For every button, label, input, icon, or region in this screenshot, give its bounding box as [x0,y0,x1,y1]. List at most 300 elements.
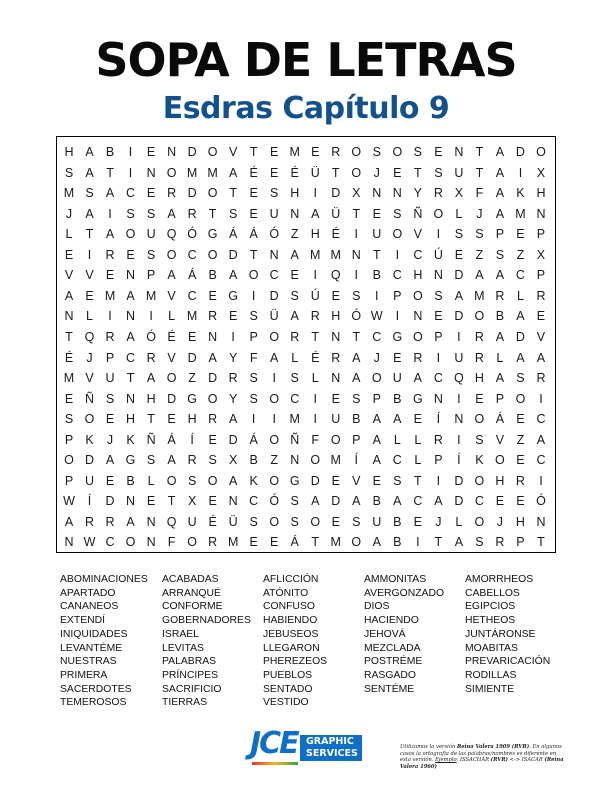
grid-row [57,245,555,266]
grid-letter: S [249,391,258,406]
grid-letter: A [516,350,525,365]
grid-row [57,163,555,184]
grid-letter: N [331,371,341,386]
grid-letter: O [207,473,218,488]
grid-letter: S [64,412,74,427]
word-list-item: ISRAEL [162,628,199,640]
word-list-item: SIMIENTE [465,683,515,695]
grid-letter: S [495,247,505,262]
grid-letter: I [272,412,276,427]
grid-letter: O [125,227,136,242]
grid-letter: B [249,453,258,468]
version-note [400,744,568,770]
grid-letter: N [454,145,464,159]
grid-letter: C [269,268,279,283]
grid-letter: S [85,186,94,201]
grid-letter: I [354,268,358,283]
grid-letter: S [249,514,258,529]
grid-letter: T [311,535,320,550]
grid-letter: H [474,371,484,386]
grid-letter: I [436,473,441,488]
grid-letter: P [516,535,525,550]
grid-letter: R [228,371,238,386]
grid-letter: R [536,288,546,303]
grid-letter: S [290,494,299,509]
word-list-item: CABELLOS [465,587,520,599]
grid-row [57,348,555,369]
grid-letter: E [228,309,238,324]
grid-letter: E [413,514,422,529]
grid-letter: B [105,145,115,159]
grid-letter: E [208,432,217,447]
grid-letter: B [208,268,217,283]
grid-letter: Q [166,227,177,242]
grid-letter: A [146,371,156,386]
grid-letter: C [515,268,525,283]
grid-letter: T [249,247,258,262]
logo-line-2: SERVICES [306,748,358,759]
grid-letter: G [125,453,136,468]
grid-letter: O [412,288,423,303]
grid-letter: R [331,350,341,365]
grid-letter: I [457,432,461,447]
grid-letter: P [495,391,505,406]
grid-letter: P [434,329,443,344]
grid-letter: D [331,494,341,509]
grid-letter: N [126,494,136,509]
grid-letter: N [454,412,464,427]
grid-letter: O [269,473,280,488]
grid-letter: D [454,309,464,324]
grid-letter: P [64,432,74,447]
grid-letter: A [352,494,361,509]
grid-letter: Ó [351,309,362,324]
word-list-item: HETHEOS [465,615,516,627]
grid-letter: A [495,371,505,386]
grid-letter: E [126,247,135,262]
grid-letter: T [414,473,422,488]
grid-letter: A [126,288,135,303]
grid-letter: N [146,535,156,550]
grid-letter: É [167,329,176,344]
grid-letter: A [270,350,279,365]
grid-letter: F [249,350,258,365]
grid-letter: S [208,453,217,468]
grid-letter: F [475,186,484,201]
grid-letter: I [539,473,543,488]
grid-letter: Á [495,412,505,427]
grid-letter: E [434,145,443,159]
grid-letter: I [313,391,317,406]
grid-letter: G [412,391,423,406]
word-list-item: AVERGONZADO [364,587,445,599]
grid-letter: T [311,329,320,344]
word-list-item: RASGADO [364,669,416,681]
note-text-5: <-> ISACAR [508,757,545,764]
grid-letter: A [64,288,74,303]
grid-letter: A [434,494,443,509]
grid-letter: Z [270,453,278,468]
word-list-item: CONFORME [162,601,223,613]
grid-letter: E [516,453,525,468]
grid-letter: M [289,412,300,427]
grid-letter: P [64,473,74,488]
grid-letter: O [310,453,321,468]
grid-letter: N [167,145,177,159]
grid-letter: C [536,453,546,468]
grid-letter: N [126,391,136,406]
grid-letter: T [85,227,94,242]
note-text-1: Utilizamos la versión [400,744,457,750]
grid-letter: H [126,412,136,427]
word-list-item: LLEGARON [263,642,320,654]
grid-letter: E [85,288,94,303]
grid-letter: B [393,514,402,529]
grid-letter: I [108,309,112,324]
grid-letter: G [228,288,239,303]
word-list-item: LEVANTÉME [60,642,123,654]
grid-letter: A [85,145,94,159]
grid-letter: G [187,391,197,406]
grid-letter: U [146,227,156,242]
word-column [364,573,444,696]
grid-letter: D [208,371,218,386]
word-list-item: ARRANQUÉ [162,587,221,599]
grid-letter: I [251,412,256,427]
grid-letter: L [414,432,422,447]
grid-letter: N [64,309,74,324]
grid-letter: I [272,371,276,386]
word-list-item: TEMEROSOS [60,697,127,709]
grid-letter: M [186,165,198,180]
grid-row [57,368,555,389]
word-list-item: AMORRHEOS [465,574,534,585]
grid-letter: D [228,247,238,262]
grid-letter: S [187,473,197,488]
grid-letter: C [249,494,259,509]
grid-letter: S [454,227,464,242]
page-subtitle: Esdras Capítulo 9 [162,91,450,126]
grid-row [57,471,555,492]
grid-letter: O [433,206,444,221]
grid-letter: S [146,206,156,221]
grid-letter: F [311,432,320,447]
word-list-item: CONFUSO [263,601,315,613]
grid-letter: I [313,268,317,283]
grid-letter: L [291,350,299,365]
grid-letter: K [126,432,135,447]
grid-letter: I [108,206,112,221]
grid-row [57,450,555,471]
grid-row [57,327,555,348]
grid-letter: I [313,412,317,427]
grid-letter: Q [166,514,177,529]
grid-letter: U [392,371,402,386]
grid-letter: S [352,288,361,303]
word-list-item: INIQUIDADES [60,628,128,640]
grid-letter: A [495,186,505,201]
word-list-item: TIERRAS [162,697,208,709]
word-list-item: VESTIDO [263,697,309,709]
word-list-item: PRIMERA [60,669,108,681]
grid-letter: S [290,288,299,303]
grid-letter: M [474,288,485,303]
grid-letter: S [475,535,484,550]
grid-letter: I [149,309,153,324]
grid-letter: R [208,412,218,427]
grid-letter: T [352,206,361,221]
grid-letter: X [536,247,546,262]
grid-letter: T [331,165,340,180]
grid-letter: M [330,453,341,468]
grid-letter: E [454,247,464,262]
grid-letter: Í [436,412,441,427]
grid-letter: E [495,494,505,509]
grid-letter: T [352,329,361,344]
word-list-item: DIOS [364,601,390,613]
word-list-item: ACABADAS [162,574,219,585]
grid-letter: E [311,145,320,159]
grid-letter: A [495,145,505,159]
grid-letter: K [249,473,258,488]
grid-letter: V [64,268,74,283]
grid-letter: T [475,165,484,180]
grid-letter: A [352,350,361,365]
grid-letter: I [436,350,441,365]
grid-letter: N [146,514,156,529]
grid-letter: S [516,371,525,386]
grid-letter: I [395,247,400,262]
grid-letter: O [166,473,177,488]
grid-letter: O [351,535,362,550]
grid-letter: R [290,329,300,344]
grid-letter: Z [516,432,525,447]
grid-letter: D [454,494,464,509]
grid-letter: Ú [310,288,320,303]
grid-letter: K [516,186,525,201]
grid-letter: C [413,247,423,262]
grid-letter: M [289,145,300,159]
grid-letter: R [187,453,197,468]
grid-letter: E [434,309,443,324]
word-list-item: JUNTÁRONSE [465,628,536,640]
grid-letter: M [145,288,157,303]
grid-letter: E [105,268,115,283]
grid-letter: P [249,329,258,344]
grid-letter: I [375,288,379,303]
grid-letter: E [393,165,402,180]
grid-letter: Z [188,371,196,386]
grid-letter: D [454,473,464,488]
grid-letter: E [516,227,525,242]
grid-letter: S [146,453,156,468]
grid-letter: Ó [536,494,546,509]
grid-letter: Q [330,268,341,283]
grid-letter: C [474,494,484,509]
word-list-item: POSTRÉME [364,656,423,668]
grid-letter: V [495,432,505,447]
grid-letter: U [372,514,382,529]
grid-letter: D [331,186,341,201]
word-list-item: PHEREZEOS [263,656,328,668]
grid-letter: R [515,473,525,488]
grid-letter: A [516,309,525,324]
word-list-item: JEBUSEOS [263,628,319,640]
grid-letter: É [208,514,217,529]
grid-letter: E [208,288,217,303]
grid-letter: T [475,145,484,159]
word-list-item: ATÓNITO [263,587,309,599]
grid-letter: D [85,453,95,468]
grid-letter: O [125,535,136,550]
grid-letter: A [126,514,135,529]
grid-letter: Ñ [85,391,95,406]
grid-row [57,532,555,553]
grid-letter: O [392,227,403,242]
grid-letter: E [208,494,217,509]
grid-letter: V [228,145,238,159]
grid-letter: I [128,165,133,180]
grid-letter: X [228,453,238,468]
grid-letter: E [331,473,340,488]
grid-letter: Y [228,391,238,406]
grid-letter: R [474,350,484,365]
grid-letter: H [310,227,320,242]
grid-letter: H [495,473,505,488]
grid-letter: J [435,514,442,529]
grid-letter: O [351,165,362,180]
grid-letter: I [87,247,92,262]
word-list-item: APARTADO [60,587,116,599]
grid-letter: É [331,227,340,242]
grid-letter: S [105,391,115,406]
grid-letter: C [392,268,402,283]
grid-letter: U [269,206,279,221]
grid-letter: A [413,371,422,386]
grid-letter: R [146,350,156,365]
word-list-item: SENTADO [263,683,313,695]
grid-letter: E [64,247,74,262]
grid-letter: E [270,535,279,550]
grid-letter: C [126,350,136,365]
grid-letter: O [187,535,197,550]
grid-letter: G [289,473,300,488]
grid-letter: I [313,186,317,201]
grid-letter: B [352,412,361,427]
word-list-item: JEHOVÁ [364,628,406,640]
grid-letter: O [207,247,218,262]
grid-letter: R [105,514,115,529]
grid-letter: M [63,186,75,201]
grid-letter: H [64,145,74,159]
grid-letter: I [457,329,461,344]
grid-letter: S [290,514,299,529]
note-text-4: : ISSACHÁR [456,757,491,764]
grid-letter: S [434,165,443,180]
grid-row [57,224,555,245]
grid-letter: O [207,391,218,406]
grid-letter: N [536,206,546,221]
grid-letter: N [290,206,300,221]
grid-letter: H [536,186,546,201]
grid-letter: R [433,186,443,201]
grid-letter: D [187,186,197,201]
word-list-item: CANANEOS [60,601,119,613]
grid-letter: P [434,453,443,468]
logo-letters: JCE [250,726,298,761]
grid-letter: T [106,165,114,180]
grid-letter: R [105,329,115,344]
grid-letter: R [495,535,505,550]
grid-letter: N [126,268,136,283]
grid-letter: Á [249,432,258,447]
grid-letter: N [331,329,341,344]
grid-letter: O [474,309,485,324]
grid-letter: O [207,145,218,159]
grid-letter: S [249,309,258,324]
word-list-item: RODILLAS [465,669,517,681]
letter-grid [56,136,556,553]
grid-letter: A [126,329,135,344]
grid-letter: Ü [331,206,341,221]
grid-letter: L [311,371,319,386]
grid-letter: R [187,206,197,221]
grid-letter: B [372,494,381,509]
grid-letter: Ú [433,247,443,262]
grid-row [57,389,555,410]
grid-letter: A [228,268,238,283]
grid-letter: A [311,206,320,221]
grid-letter: R [208,535,218,550]
grid-letter: Á [228,227,238,242]
grid-letter: P [146,268,156,283]
grid-row [57,491,555,512]
grid-letter: X [187,494,197,509]
grid-letter: E [331,514,340,529]
grid-letter: D [105,494,115,509]
grid-letter: T [434,535,443,550]
grid-letter: M [104,288,116,303]
grid-letter: R [85,514,95,529]
grid-letter: N [433,391,443,406]
word-list-item: HABIENDO [263,615,318,627]
grid-letter: O [248,268,259,283]
word-list-item: ABOMINACIONES [60,574,148,585]
grid-letter: T [372,247,381,262]
grid-row [57,430,555,451]
grid-letter: Á [290,535,299,550]
grid-letter: I [251,288,256,303]
grid-letter: W [83,535,96,550]
grid-letter: V [167,288,176,303]
grid-letter: E [146,494,156,509]
grid-row [57,142,555,163]
grid-letter: H [146,391,156,406]
word-column [263,573,327,710]
grid-letter: S [290,371,299,386]
note-rv1960: (Reina Valera 1960) [400,757,564,770]
grid-letter: U [105,371,115,386]
grid-letter: T [167,494,176,509]
grid-letter: O [495,453,505,468]
grid-letter: W [370,309,383,324]
grid-letter: B [495,309,505,324]
grid-letter: S [146,247,156,262]
grid-letter: O [392,145,403,159]
grid-letter: N [64,535,74,550]
grid-letter: E [105,473,115,488]
grid-letter: Ó [146,329,156,344]
